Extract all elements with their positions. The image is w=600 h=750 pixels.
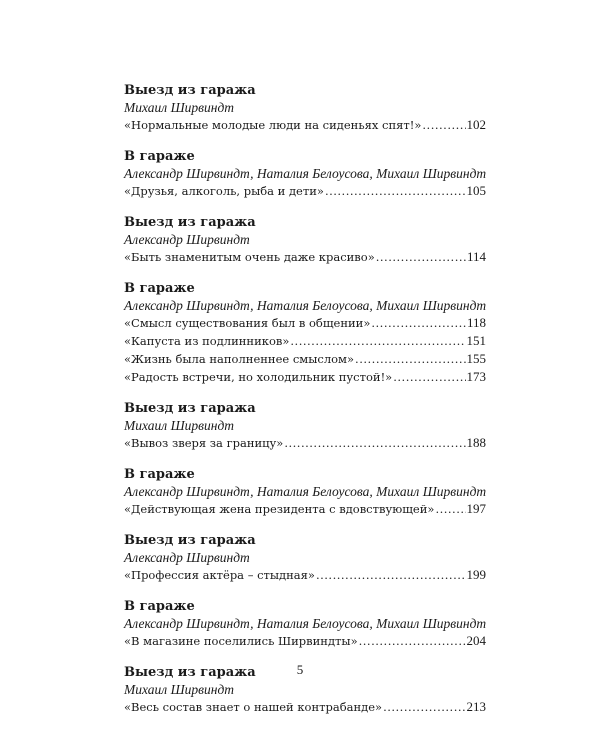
entry-title: «Друзья, алкоголь, рыба и дети» xyxy=(124,184,324,198)
entry-page: 188 xyxy=(466,435,486,450)
entry-title: «Радость встречи, но холодильник пустой!» xyxy=(124,370,393,384)
section-authors: Михаил Ширвиндт xyxy=(124,418,235,433)
toc-section xyxy=(124,280,486,386)
entry-title: «Смысл существования был в общении» xyxy=(124,316,371,330)
section-authors: Александр Ширвиндт xyxy=(124,232,250,247)
entry-page: 173 xyxy=(466,369,486,384)
section-heading: Выезд из гаража xyxy=(124,83,256,98)
dot-leader xyxy=(435,500,465,518)
entry-title: «Действующая жена президента с вдовствующей» xyxy=(124,502,435,516)
toc-section xyxy=(124,82,486,134)
section-heading: В гараже xyxy=(124,599,195,614)
dot-leader xyxy=(290,332,465,350)
entry-page: 155 xyxy=(466,351,486,366)
dot-leader xyxy=(355,350,465,368)
toc-entry[interactable] xyxy=(124,368,486,386)
entry-page: 105 xyxy=(466,183,486,198)
entry-title: «Весь состав знает о нашей контрабанде» xyxy=(124,700,383,714)
entry-page: 213 xyxy=(466,699,486,714)
section-authors: Александр Ширвиндт, Наталия Белоусова, Михаил Ширвиндт xyxy=(124,166,487,181)
table-of-contents xyxy=(124,82,486,730)
section-authors: Александр Ширвиндт, Наталия Белоусова, Михаил Ширвиндт xyxy=(124,616,487,631)
toc-section xyxy=(124,466,486,518)
section-authors: Александр Ширвиндт, Наталия Белоусова, Михаил Ширвиндт xyxy=(124,298,487,313)
entry-title: «Нормальные молодые люди на сиденьях спят!» xyxy=(124,118,422,132)
toc-section xyxy=(124,598,486,650)
toc-entry[interactable] xyxy=(124,248,486,266)
section-authors: Александр Ширвиндт, Наталия Белоусова, Михаил Ширвиндт xyxy=(124,484,487,499)
toc-entry[interactable] xyxy=(124,350,486,368)
dot-leader xyxy=(393,368,465,386)
page-number: 5 xyxy=(296,662,304,677)
section-heading: Выезд из гаража xyxy=(124,533,256,548)
toc-entry[interactable] xyxy=(124,182,486,200)
entry-title: «Вывоз зверя за границу» xyxy=(124,436,284,450)
toc-entry[interactable] xyxy=(124,566,486,584)
entry-page: 102 xyxy=(466,117,486,132)
section-authors: Александр Ширвиндт xyxy=(124,550,250,565)
entry-title: «Жизнь была наполненнее смыслом» xyxy=(124,352,355,366)
section-heading: В гараже xyxy=(124,467,195,482)
toc-section xyxy=(124,532,486,584)
toc-section xyxy=(124,148,486,200)
entry-page: 199 xyxy=(466,567,486,582)
toc-section xyxy=(124,400,486,452)
section-heading: Выезд из гаража xyxy=(124,215,256,230)
dot-leader xyxy=(359,632,466,650)
toc-section xyxy=(124,214,486,266)
toc-entry[interactable] xyxy=(124,434,486,452)
toc-entry[interactable] xyxy=(124,500,486,518)
section-heading: Выезд из гаража xyxy=(124,401,256,416)
section-heading: В гараже xyxy=(124,149,195,164)
entry-page: 118 xyxy=(466,315,486,330)
section-authors: Михаил Ширвиндт xyxy=(124,100,235,115)
section-heading: Выезд из гаража xyxy=(124,665,256,680)
entry-page: 114 xyxy=(466,249,486,264)
toc-entry[interactable] xyxy=(124,632,486,650)
dot-leader xyxy=(376,248,466,266)
section-authors: Михаил Ширвиндт xyxy=(124,682,235,697)
dot-leader xyxy=(371,314,466,332)
dot-leader xyxy=(284,434,465,452)
toc-entry[interactable] xyxy=(124,698,486,716)
toc-entry[interactable] xyxy=(124,314,486,332)
entry-title: «В магазине поселились Ширвиндты» xyxy=(124,634,358,648)
toc-entry[interactable] xyxy=(124,116,486,134)
dot-leader xyxy=(383,698,465,716)
section-heading: В гараже xyxy=(124,281,195,296)
entry-title: «Капуста из подлинников» xyxy=(124,334,290,348)
entry-page: 204 xyxy=(466,633,486,648)
toc-entry[interactable] xyxy=(124,332,486,350)
dot-leader xyxy=(316,566,466,584)
dot-leader xyxy=(422,116,465,134)
dot-leader xyxy=(325,182,466,200)
entry-title: «Профессия актёра – стыдная» xyxy=(124,568,315,582)
entry-page: 197 xyxy=(466,501,486,516)
entry-page: 151 xyxy=(466,333,486,348)
entry-title: «Быть знаменитым очень даже красиво» xyxy=(124,250,375,264)
